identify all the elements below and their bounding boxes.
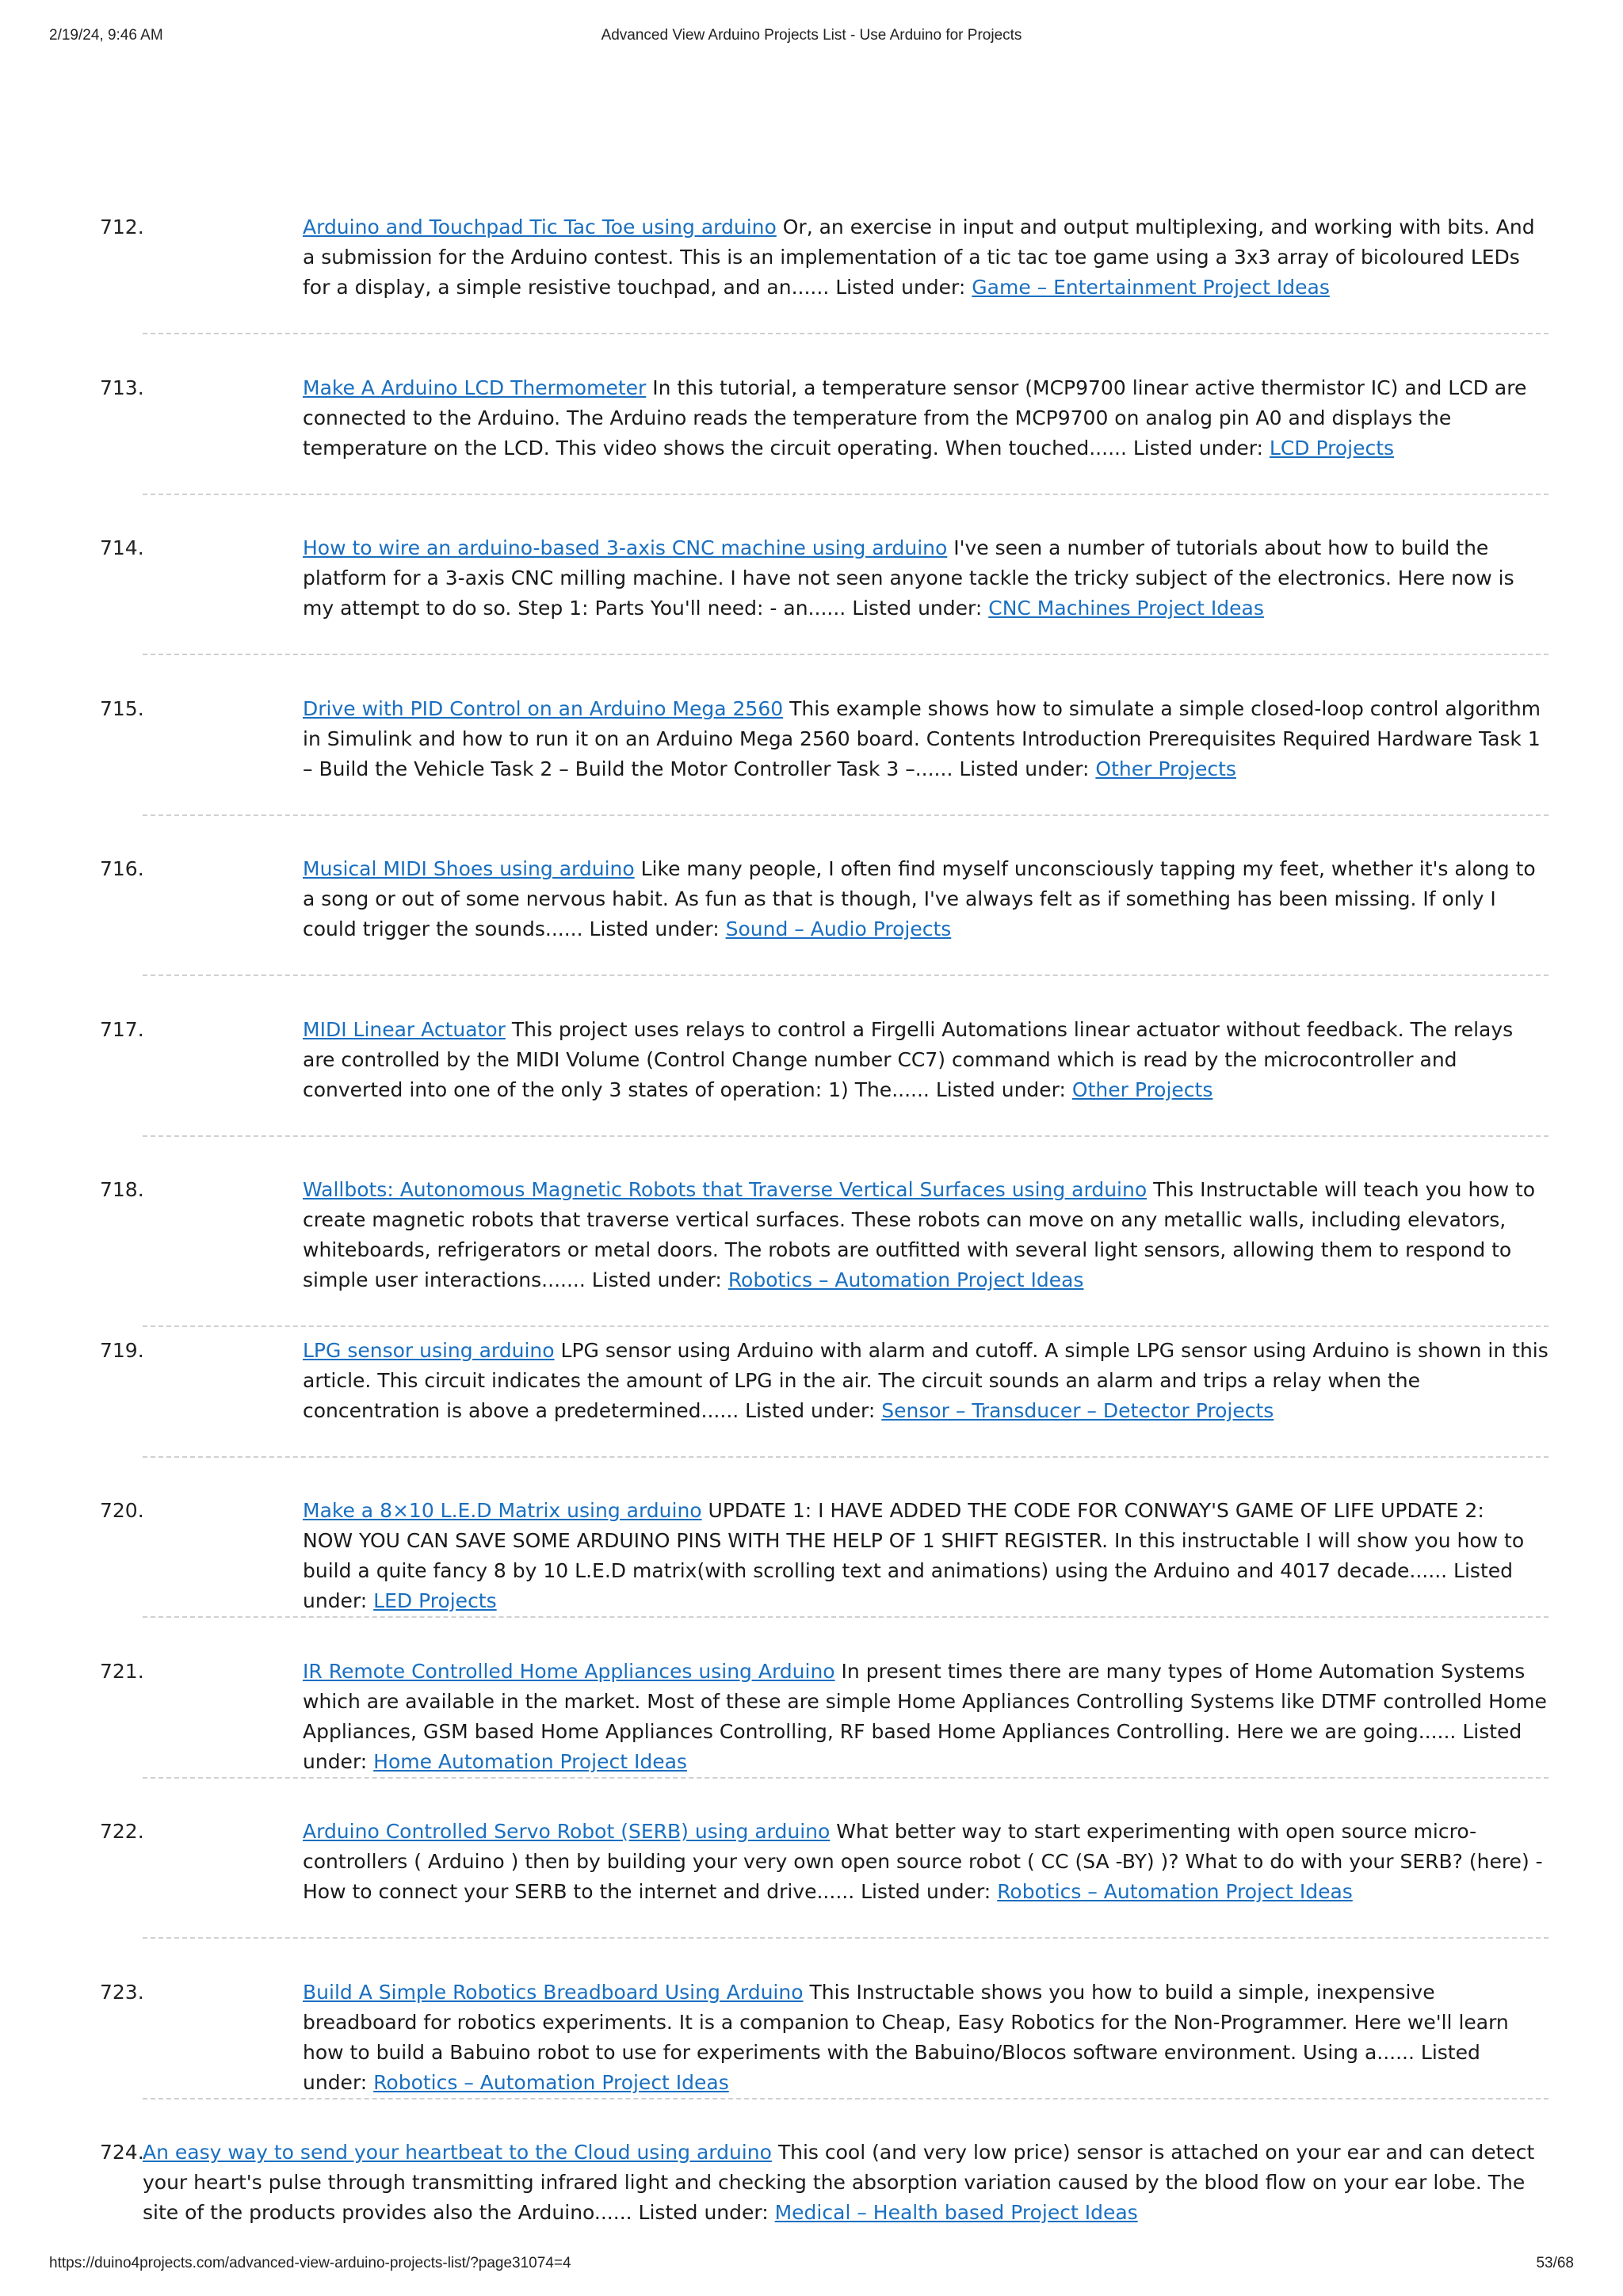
item-divider [143, 1456, 1549, 1458]
item-description: I've seen a number of tutorials about how to build the platform for a 3-axis CNC milling machine. I have not seen anyone tackle the tricky subject of the electronics. Here now is my attempt to do so. Step 1: Parts You'll need: - an...... [303, 536, 1514, 620]
item-number: 719. [100, 1339, 144, 1362]
item-description: In this tutorial, a temperature sensor (MCP9700 linear active thermistor IC) and LCD are connected to the Arduino. The Arduino reads the temperature from the MCP9700 on analog pin A0 and displays the temperature on the LCD. This video shows the circuit operating. When touched...... [303, 376, 1527, 460]
item-description: Like many people, I often find myself unconsciously tapping my feet, whether it's along to a song or out of some nervous habit. As fun as that is though, I've always felt as if something has been missing. If only I could trigger the sounds...... [303, 857, 1536, 940]
item-divider [143, 654, 1549, 655]
item-number: 724. [100, 2141, 144, 2164]
item-body [303, 1336, 1549, 1426]
item-divider [143, 1325, 1549, 1327]
print-header [49, 27, 1574, 51]
listed-under-label: Listed under: [745, 1399, 876, 1422]
item-body [303, 373, 1549, 463]
item-divider [143, 1616, 1549, 1618]
item-description: This Instructable will teach you how to create magnetic robots that traverse vertical surfaces. These robots can move on any metallic walls, including elevators, whiteboards, refrigerators or metal doors. The robots are outfitted with several light sensors, allowing them to respond to simple user interactions....... [303, 1178, 1536, 1291]
item-body [303, 1175, 1549, 1295]
item-divider [143, 2098, 1549, 2100]
item-divider [143, 1937, 1549, 1939]
project-link[interactable]: An easy way to send your heartbeat to the Cloud using arduino [143, 2141, 772, 2164]
listed-under-label: Listed under: [303, 1559, 1513, 1612]
category-link[interactable]: LED Projects [373, 1589, 497, 1612]
category-link[interactable]: Other Projects [1071, 1078, 1213, 1101]
item-description: UPDATE 1: I HAVE ADDED THE CODE FOR CONWAY'S GAME OF LIFE UPDATE 2: NOW YOU CAN SAVE SOME ARDUINO PINS WITH THE HELP OF 1 SHIFT REGISTER. In this instructable I will show you how to build a quite fancy 8 by 10 L.E.D matrix(with scrolling text and animations) using the Arduino and 4017 decade...... [303, 1499, 1525, 1582]
item-number: 713. [100, 376, 144, 399]
listed-under-label: Listed under: [589, 917, 720, 940]
item-body [303, 1657, 1549, 1777]
category-link[interactable]: Robotics – Automation Project Ideas [373, 2071, 729, 2094]
category-link[interactable]: Robotics – Automation Project Ideas [727, 1268, 1084, 1291]
category-link[interactable]: Game – Entertainment Project Ideas [972, 276, 1330, 299]
item-body [303, 1817, 1549, 1907]
item-number: 722. [100, 1820, 144, 1843]
listed-under-label: Listed under: [935, 1078, 1066, 1101]
category-link[interactable]: Medical – Health based Project Ideas [774, 2201, 1138, 2224]
item-body [303, 694, 1549, 784]
project-link[interactable]: Wallbots: Autonomous Magnetic Robots that Traverse Vertical Surfaces using arduino [303, 1178, 1148, 1201]
listed-under-label: Listed under: [638, 2201, 769, 2224]
item-divider [143, 1135, 1549, 1137]
listed-under-label: Listed under: [303, 2041, 1480, 2094]
listed-under-label: Listed under: [861, 1880, 991, 1903]
project-link[interactable]: Musical MIDI Shoes using arduino [303, 857, 635, 880]
project-link[interactable]: IR Remote Controlled Home Appliances using Arduino [303, 1660, 835, 1683]
listed-under-label: Listed under: [591, 1268, 722, 1291]
category-link[interactable]: Sensor – Transducer – Detector Projects [881, 1399, 1274, 1422]
category-link[interactable]: Sound – Audio Projects [725, 917, 952, 940]
item-body [143, 2138, 1549, 2228]
item-description: This example shows how to simulate a simple closed-loop control algorithm in Simulink and how to run it on an Arduino Mega 2560 board. Contents Introduction Prerequisites Required Hardware Task 1 – Build the Vehicle Task 2 – Build the Motor Controller Task 3 –...... [303, 697, 1541, 780]
print-url: https://duino4projects.com/advanced-view-arduino-projects-list/?page31074=4 [49, 2255, 571, 2271]
project-link[interactable]: Build A Simple Robotics Breadboard Using Arduino [303, 1981, 804, 2004]
item-body [303, 1015, 1549, 1105]
print-footer [49, 2255, 1574, 2279]
item-divider [143, 333, 1549, 334]
page-number: 53/68 [1536, 2255, 1574, 2271]
listed-under-label: Listed under: [1132, 437, 1263, 460]
item-body [303, 1496, 1549, 1616]
item-number: 723. [100, 1981, 144, 2004]
item-description: In present times there are many types of Home Automation Systems which are available in the market. Most of these are simple Home Appliances Controlling Systems like DTMF controlled Home Appliances, GSM based Home Appliances Controlling, RF based Home Appliances Controlling. Here we are going...... [303, 1660, 1547, 1743]
item-number: 716. [100, 857, 144, 880]
project-link[interactable]: Arduino Controlled Servo Robot (SERB) using arduino [303, 1820, 831, 1843]
project-link[interactable]: How to wire an arduino-based 3-axis CNC machine using arduino [303, 536, 948, 559]
category-link[interactable]: Home Automation Project Ideas [373, 1750, 687, 1773]
project-link[interactable]: Make a 8×10 L.E.D Matrix using arduino [303, 1499, 702, 1522]
project-link[interactable]: MIDI Linear Actuator [303, 1018, 506, 1041]
item-divider [143, 494, 1549, 495]
item-description: This cool (and very low price) sensor is attached on your ear and can detect your heart's pulse through transmitting infrared light and checking the absorption variation caused by the blood flow on your ear lobe. The site of the products provides also the Arduino...... [143, 2141, 1535, 2224]
category-link[interactable]: CNC Machines Project Ideas [988, 597, 1264, 620]
item-number: 712. [100, 215, 144, 238]
item-description: What better way to start experimenting with open source micro-controllers ( Arduino ) then by building your very own open source robot ( CC (SA -BY) )? What to do with your SERB? (here) - How to connect your SERB to the internet and drive...... [303, 1820, 1543, 1903]
item-divider [143, 814, 1549, 816]
item-number: 717. [100, 1018, 144, 1041]
category-link[interactable]: Other Projects [1095, 757, 1236, 780]
item-number: 715. [100, 697, 144, 720]
listed-under-label: Listed under: [959, 757, 1090, 780]
item-description: This Instructable shows you how to build a simple, inexpensive breadboard for robotics experiments. It is a companion to Cheap, Easy Robotics for the Non-Programmer. Here we'll learn how to build a Babuino robot to use for experiments with the Babuino/Blocos software environment. Using a...... [303, 1981, 1509, 2064]
item-description: This project uses relays to control a Firgelli Automations linear actuator without feedback. The relays are controlled by the MIDI Volume (Control Change number CC7) command which is read by the microcontroller and converted into one of the only 3 states of operation: 1) The...... [303, 1018, 1514, 1101]
project-link[interactable]: Drive with PID Control on an Arduino Mega 2560 [303, 697, 784, 720]
item-number: 720. [100, 1499, 144, 1522]
item-body [303, 854, 1549, 944]
project-link[interactable]: LPG sensor using arduino [303, 1339, 555, 1362]
listed-under-label: Listed under: [852, 597, 983, 620]
item-description: Or, an exercise in input and output multiplexing, and working with bits. And a submission for the Arduino contest. This is an implementation of a tic tac toe game using a 3x3 array of bicoloured LEDs for a display, a simple resistive touchpad, and an...... [303, 215, 1535, 299]
category-link[interactable]: LCD Projects [1269, 437, 1395, 460]
category-link[interactable]: Robotics – Automation Project Ideas [997, 1880, 1353, 1903]
listed-under-label: Listed under: [835, 276, 966, 299]
item-number: 714. [100, 536, 144, 559]
print-page-title: Advanced View Arduino Projects List - Use Arduino for Projects [601, 27, 1022, 44]
item-divider [143, 974, 1549, 976]
project-link[interactable]: Arduino and Touchpad Tic Tac Toe using arduino [303, 215, 777, 238]
listed-under-label: Listed under: [303, 1720, 1522, 1773]
item-number: 721. [100, 1660, 144, 1683]
item-body [303, 212, 1549, 303]
item-body [303, 1978, 1549, 2098]
item-number: 718. [100, 1178, 144, 1201]
item-divider [143, 1777, 1549, 1779]
print-datetime: 2/19/24, 9:46 AM [49, 27, 163, 44]
item-body [303, 533, 1549, 624]
item-description: LPG sensor using Arduino with alarm and cutoff. A simple LPG sensor using Arduino is shown in this article. This circuit indicates the amount of LPG in the air. The circuit sounds an alarm and trips a relay when the concentration is above a predetermined...... [303, 1339, 1549, 1422]
project-link[interactable]: Make A Arduino LCD Thermometer [303, 376, 647, 399]
